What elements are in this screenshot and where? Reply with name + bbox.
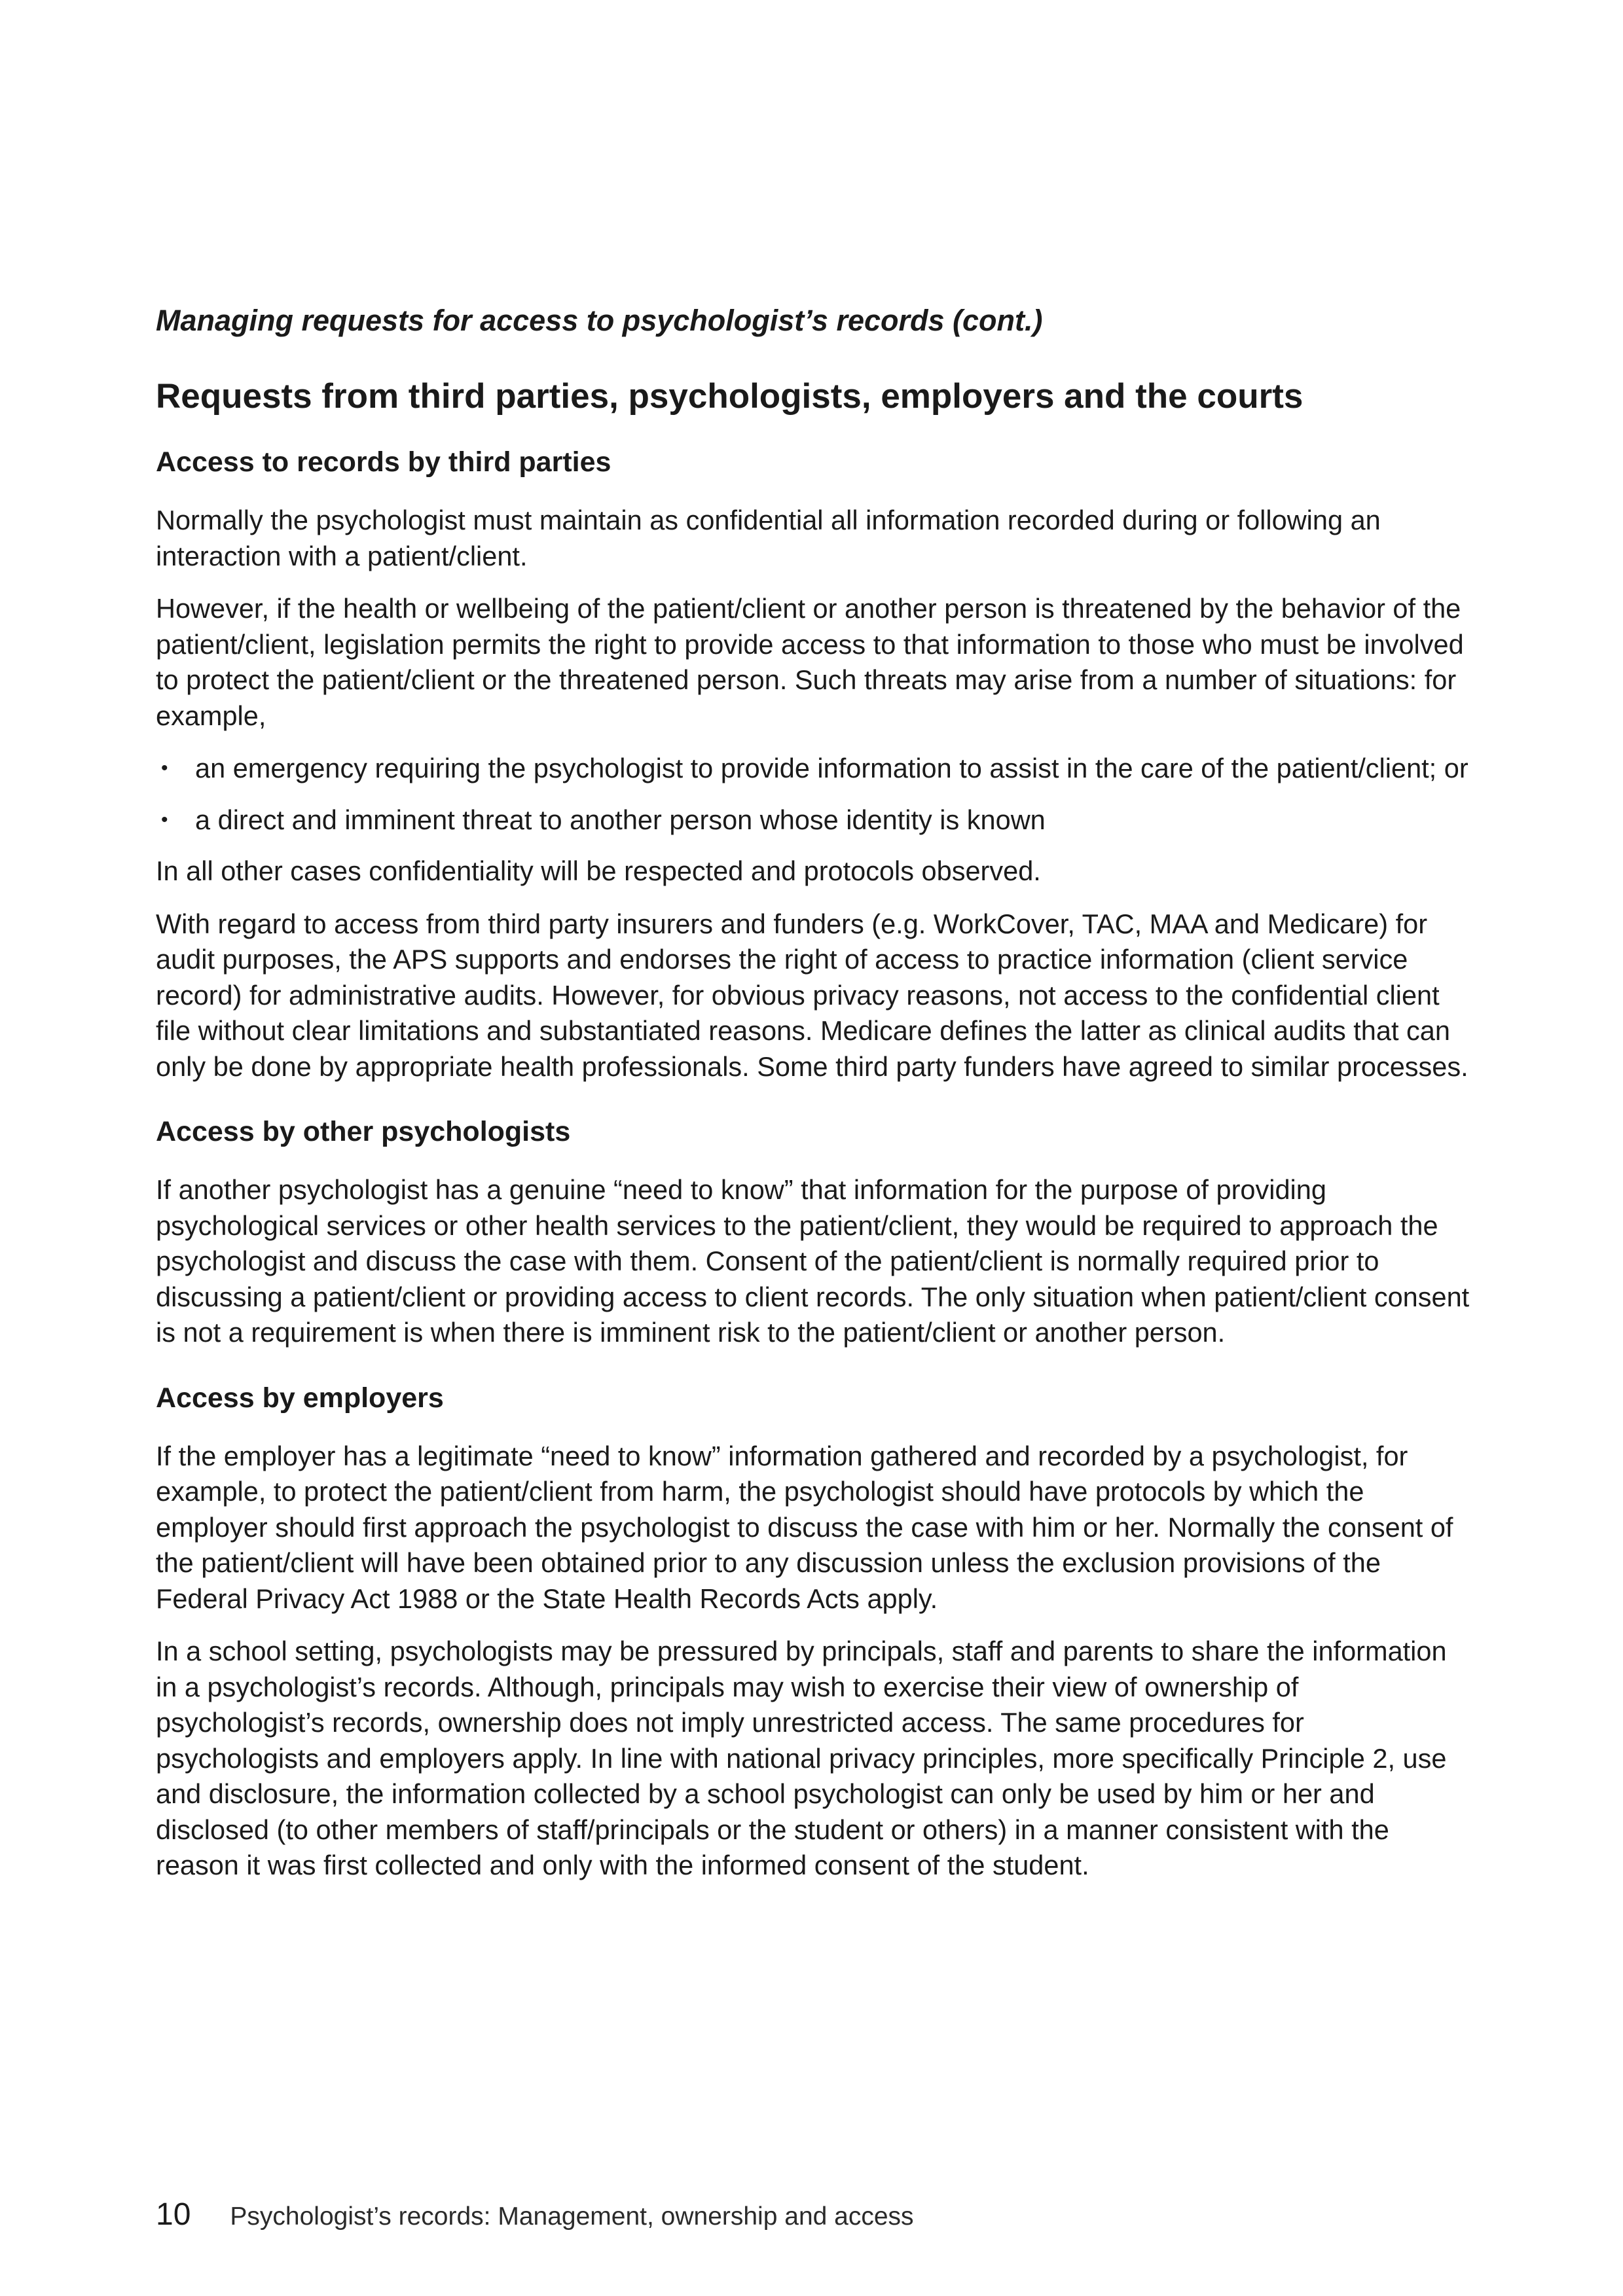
threat-situations-list <box>156 751 1472 838</box>
list-item <box>156 751 1472 787</box>
third-parties-paragraph-3: In all other cases confidentiality will be respected and protocols observed. <box>156 855 1041 886</box>
third-parties-paragraph-2: However, if the health or wellbeing of the patient/client or another person is threatened by the behavior of the patient/client, legislation permits the right to provide access to that information to those who must be involved to protect the patient/client or the threatened person. Such threats may arise from a number of situations: for example, <box>156 593 1464 731</box>
page-footer <box>156 2197 914 2233</box>
page-number: 10 <box>156 2197 191 2232</box>
bullet-icon: • <box>161 757 168 779</box>
page-content <box>156 302 1472 1901</box>
bullet-icon: • <box>161 808 168 831</box>
third-parties-section <box>156 444 1472 1085</box>
third-parties-paragraph-1: Normally the psychologist must maintain as confidential all information recorded during or following an interaction with a patient/client. <box>156 505 1381 571</box>
employers-paragraph-1: If the employer has a legitimate “need to know” information gathered and recorded by a psychologist, for example, to protect the patient/client from harm, the psychologist should have protocols by which the employer should first approach the psychologist to discuss the case with him or her. Normally the consent of the patient/client will have been obtained prior to any discussion unless the exclusion provisions of the Federal Privacy Act 1988 or the State Health Records Acts apply. <box>156 1440 1453 1614</box>
third-parties-heading: Access to records by third parties <box>156 446 611 478</box>
other-psychologists-heading: Access by other psychologists <box>156 1116 571 1147</box>
third-parties-paragraph-4: With regard to access from third party insurers and funders (e.g. WorkCover, TAC, MAA and Medicare) for audit purposes, the APS supports and endorses the right of access to practice information (client service record) for administrative audits. However, for obvious privacy reasons, not access to the confidential client file without clear limitations and substantiated reasons. Medicare defines the latter as clinical audits that can only be done by appropriate health professionals. Some third party funders have agreed to similar processes. <box>156 908 1468 1082</box>
employers-paragraph-2: In a school setting, psychologists may be pressured by principals, staff and parents to share the information in a psychologist’s records. Although, principals may wish to exercise their view of ownership of psychologist’s records, ownership does not imply unrestricted access. The same procedures for psychologists and employers apply. In line with national privacy principles, more specifically Principle 2, use and disclosure, the information collected by a school psychologist can only be used by him or her and disclosed (to other members of staff/principals or the student or others) in a manner consistent with the reason it was first collected and only with the informed consent of the student. <box>156 1636 1447 1880</box>
other-psychologists-paragraph-1: If another psychologist has a genuine “need to know” that information for the purpose of providing psychological services or other health services to the patient/client, they would be required to approach the psychologist and discuss the case with them. Consent of the patient/client is normally required prior to discussing a patient/client or providing access to client records. The only situation when patient/client consent is not a requirement is when there is imminent risk to the patient/client or another person. <box>156 1174 1470 1348</box>
employers-heading: Access by employers <box>156 1382 444 1414</box>
list-item-text: an emergency requiring the psychologist to provide information to assist in the care of the patient/client; or <box>195 753 1468 783</box>
list-item <box>156 802 1472 838</box>
list-item-text: a direct and imminent threat to another person whose identity is known <box>195 804 1046 835</box>
other-psychologists-section <box>156 1113 1472 1351</box>
section-kicker: Managing requests for access to psychologist’s records (cont.) <box>156 304 1043 337</box>
running-title: Psychologist’s records: Management, ownership and access <box>230 2202 914 2231</box>
employers-section <box>156 1380 1472 1884</box>
section-title: Requests from third parties, psychologists, employers and the courts <box>156 377 1304 416</box>
